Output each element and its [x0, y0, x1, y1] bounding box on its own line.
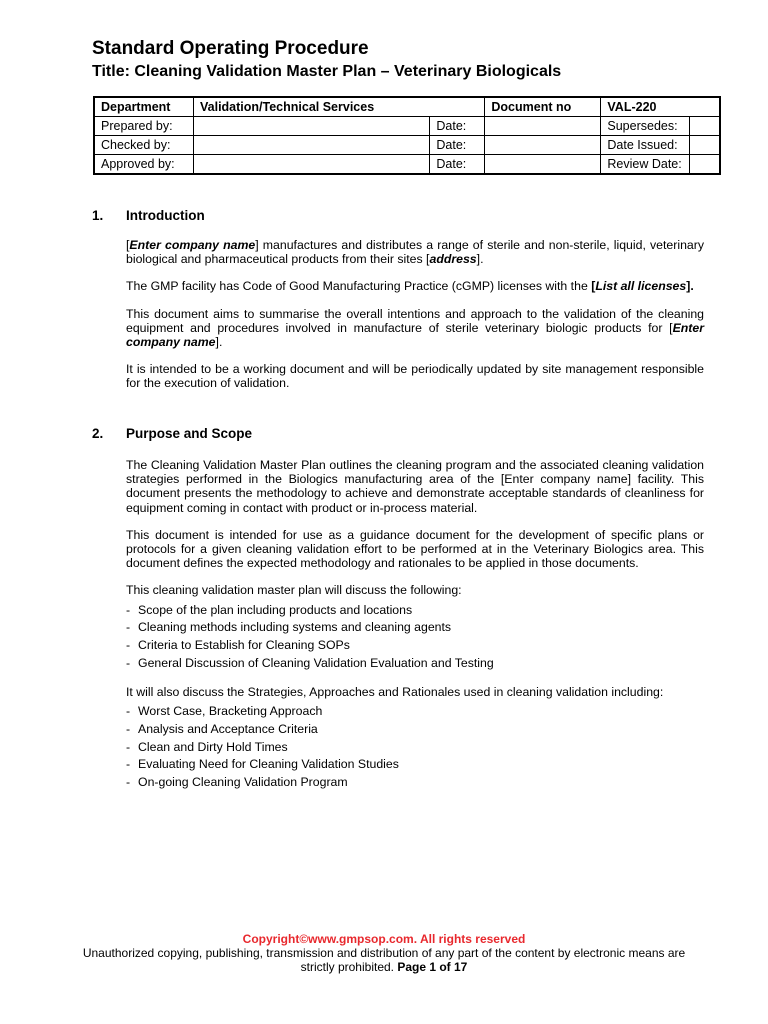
date-issued-label: Date Issued:: [601, 136, 690, 155]
paragraph: It is intended to be a working document and will be periodically updated by site management responsible for the execution of validation.: [126, 362, 704, 391]
list-item: - Analysis and Acceptance Criteria: [126, 721, 704, 739]
page-footer: [0, 932, 768, 974]
prepared-by-value: [194, 117, 430, 136]
section-number: 1.: [92, 208, 104, 223]
prepared-by-label: Prepared by:: [94, 117, 194, 136]
paragraph: This cleaning validation master plan will discuss the following:: [126, 583, 462, 598]
department-label: Department: [94, 97, 194, 117]
list-item: - Cleaning methods including systems and cleaning agents: [126, 619, 704, 637]
approved-by-label: Approved by:: [94, 155, 194, 175]
department-value: Validation/Technical Services: [194, 97, 485, 117]
list-item: - Criteria to Establish for Cleaning SOPs: [126, 637, 704, 655]
text: ].: [476, 252, 484, 267]
usage-notice: [0, 946, 768, 974]
list-item: - Clean and Dirty Hold Times: [126, 739, 704, 757]
prepared-date-label: Date:: [430, 117, 485, 136]
docno-value: VAL-220: [601, 97, 720, 117]
section-title: Introduction: [126, 208, 205, 223]
document-title: Title: Cleaning Validation Master Plan – Veterinary Biologicals: [92, 63, 562, 80]
discussion-list: [126, 602, 704, 673]
paragraph: This document is intended for use as a guidance document for the development of specific plans or protocols for a given cleaning validation effort to be performed at in the Veterinary Biologics area. This document defines the expected methodology and rationales to be applied in those documents.: [126, 527, 704, 571]
text: The GMP facility has Code of Good Manufacturing Practice (cGMP) licenses with the: [126, 279, 592, 294]
list-item: - General Discussion of Cleaning Validation Evaluation and Testing: [126, 655, 704, 673]
approved-date-value: [485, 155, 601, 175]
page-number: Page 1 of 17: [397, 960, 468, 974]
placeholder-company: Enter company name: [126, 320, 704, 350]
text: ] manufactures and distributes a range of sterile and non-sterile, liquid, veterinary biological and pharmaceutical products from their sites [: [126, 238, 705, 267]
placeholder-licenses: List all licenses: [595, 279, 687, 294]
paragraph: It will also discuss the Strategies, Approaches and Rationales used in cleaning validation including:: [126, 684, 664, 699]
paragraph: [126, 279, 704, 293]
checked-date-value: [485, 136, 601, 155]
supersedes-value: [690, 117, 720, 136]
section-heading: [92, 208, 704, 223]
section-number: 2.: [92, 426, 104, 441]
table-row: [94, 136, 720, 155]
supersedes-label: Supersedes:: [601, 117, 690, 136]
checked-by-label: Checked by:: [94, 136, 194, 155]
table-row: [94, 155, 720, 175]
section-title: Purpose and Scope: [126, 426, 253, 441]
list-item: - On-going Cleaning Validation Program: [126, 774, 704, 792]
placeholder-address: address: [429, 252, 477, 267]
text: ].: [215, 335, 223, 350]
review-date-label: Review Date:: [601, 155, 690, 175]
copyright-notice: Copyright©www.gmpsop.com. All rights reserved: [242, 932, 526, 946]
checked-by-value: [194, 136, 430, 155]
text: This document aims to summarise the overall intentions and approach to the validation of the cleaning equipment and procedures involved in manufacture of sterile veterinary biologic products for [: [126, 306, 704, 335]
text: [: [591, 279, 596, 294]
list-item: - Evaluating Need for Cleaning Validation Studies: [126, 756, 704, 774]
text: Unauthorized copying, publishing, transmission and distribution of any part of the content by electronic means are strictly prohibited.: [82, 946, 686, 974]
document-control-table: [93, 96, 721, 175]
paragraph: [126, 238, 704, 266]
table-row: [94, 117, 720, 136]
table-row: [94, 97, 720, 117]
section-heading: [92, 426, 704, 441]
strategies-list: [126, 703, 704, 792]
list-item: - Scope of the plan including products and locations: [126, 602, 704, 620]
section-purpose-scope: [92, 426, 704, 792]
approved-by-value: [194, 155, 430, 175]
paragraph: [126, 307, 704, 350]
review-date-value: [690, 155, 720, 175]
text: [: [126, 238, 130, 252]
approved-date-label: Date:: [430, 155, 485, 175]
paragraph: The Cleaning Validation Master Plan outlines the cleaning program and the associated cleaning validation strategies performed in the Biologics manufacturing area of the [Enter company name] facility. This document presents the methodology to achieve and demonstrate acceptable standards of cleanliness for equipment coming in contact with product or in-process material.: [126, 458, 704, 515]
document-heading: Standard Operating Procedure: [92, 38, 369, 59]
text: ].: [686, 279, 694, 294]
placeholder-company: Enter company name: [129, 238, 256, 252]
section-introduction: [92, 208, 704, 391]
list-item: - Worst Case, Bracketing Approach: [126, 703, 704, 721]
checked-date-label: Date:: [430, 136, 485, 155]
prepared-date-value: [485, 117, 601, 136]
date-issued-value: [690, 136, 720, 155]
docno-label: Document no: [485, 97, 601, 117]
